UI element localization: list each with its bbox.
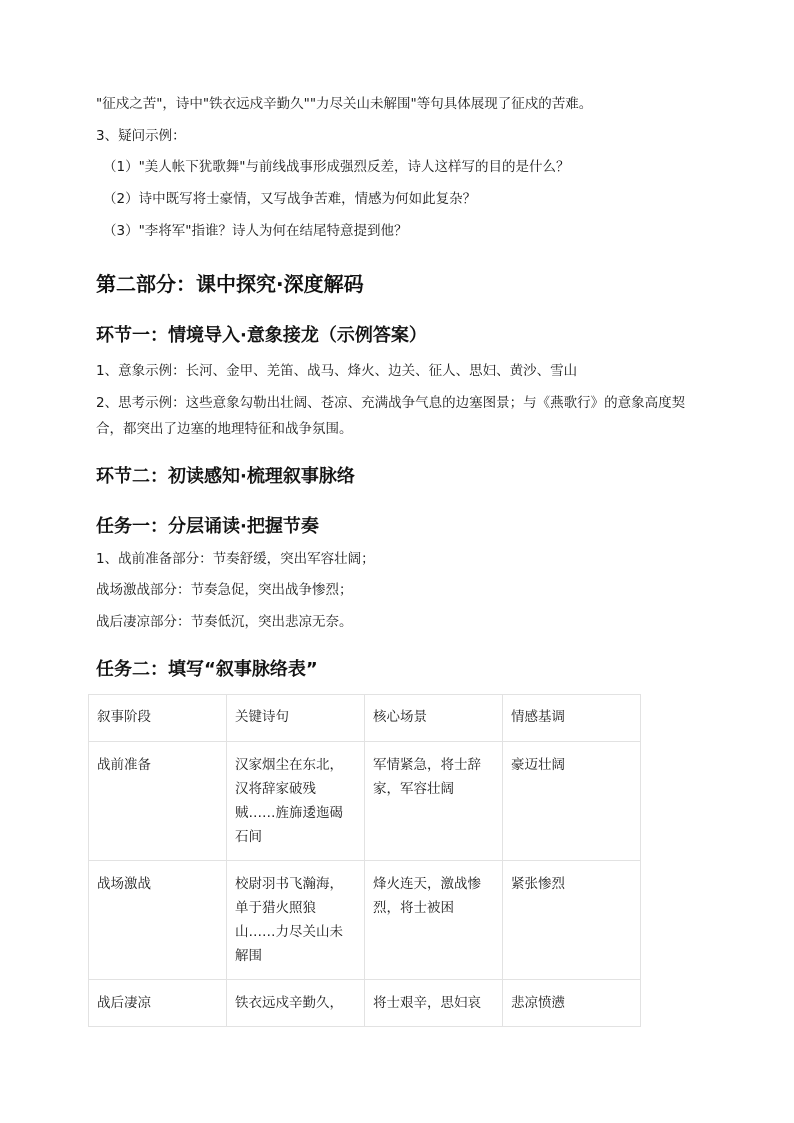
question-item: （1）"美人帐下犹歌舞"与前线战事形成强烈反差，诗人这样写的目的是什么？ xyxy=(103,159,570,175)
table-row xyxy=(89,742,641,861)
table-cell: 铁衣远戍辛勤久， xyxy=(227,980,365,1027)
table-header-cell: 核心场景 xyxy=(365,695,503,742)
section1-item1: 1、意象示例：长河、金甲、羌笛、战马、烽火、边关、征人、思妇、黄沙、雪山 xyxy=(96,363,578,379)
table-cell: 豪迈壮阔 xyxy=(503,742,641,861)
question-item: （2）诗中既写将士豪情，又写战争苦难，情感为何如此复杂？ xyxy=(103,191,477,207)
table-row xyxy=(89,980,641,1027)
section1-title: 环节一：情境导入·意象接龙（示例答案） xyxy=(96,325,427,346)
task1-line: 战场激战部分：节奏急促，突出战争惨烈； xyxy=(96,582,353,598)
intro-line: "征戍之苦"，诗中"铁衣远戍辛勤久""力尽关山未解围"等句具体展现了征戍的苦难。 xyxy=(96,96,593,112)
table-cell: 校尉羽书飞瀚海，单于猎火照狼山……力尽关山未解围 xyxy=(227,861,365,980)
table-cell: 战后凄凉 xyxy=(89,980,227,1027)
table-header-cell: 叙事阶段 xyxy=(89,695,227,742)
question-item: （3）"李将军"指谁？诗人为何在结尾特意提到他？ xyxy=(103,223,408,239)
task1-title: 任务一：分层诵读·把握节奏 xyxy=(96,516,319,537)
task2-title: 任务二：填写“叙事脉络表” xyxy=(96,659,318,680)
part2-title: 第二部分：课中探究·深度解码 xyxy=(96,272,364,296)
table-header-cell: 情感基调 xyxy=(503,695,641,742)
table-cell: 悲凉愤懑 xyxy=(503,980,641,1027)
task1-line: 战后凄凉部分：节奏低沉，突出悲凉无奈。 xyxy=(96,614,353,630)
task1-line: 1、战前准备部分：节奏舒缓，突出军容壮阔； xyxy=(96,551,375,567)
table-cell: 烽火连天，激战惨烈，将士被困 xyxy=(365,861,503,980)
section2-title: 环节二：初读感知·梳理叙事脉络 xyxy=(96,466,355,487)
table-cell: 紧张惨烈 xyxy=(503,861,641,980)
table-cell: 将士艰辛，思妇哀 xyxy=(365,980,503,1027)
table-cell: 战前准备 xyxy=(89,742,227,861)
table-row xyxy=(89,861,641,980)
table-cell: 战场激战 xyxy=(89,861,227,980)
table-header-cell: 关键诗句 xyxy=(227,695,365,742)
section1-item2: 2、思考示例：这些意象勾勒出壮阔、苍凉、充满战争气息的边塞图景；与《燕歌行》的意象高度契合，都突出了边塞的地理特征和战争氛围。 xyxy=(96,395,686,437)
table-cell: 汉家烟尘在东北，汉将辞家破残贼……旌旆逶迤碣石间 xyxy=(227,742,365,861)
narrative-table xyxy=(88,694,641,1027)
table-header-row xyxy=(89,695,641,742)
table-cell: 军情紧急，将士辞家，军容壮阔 xyxy=(365,742,503,861)
question-heading: 3、疑问示例： xyxy=(96,128,186,144)
